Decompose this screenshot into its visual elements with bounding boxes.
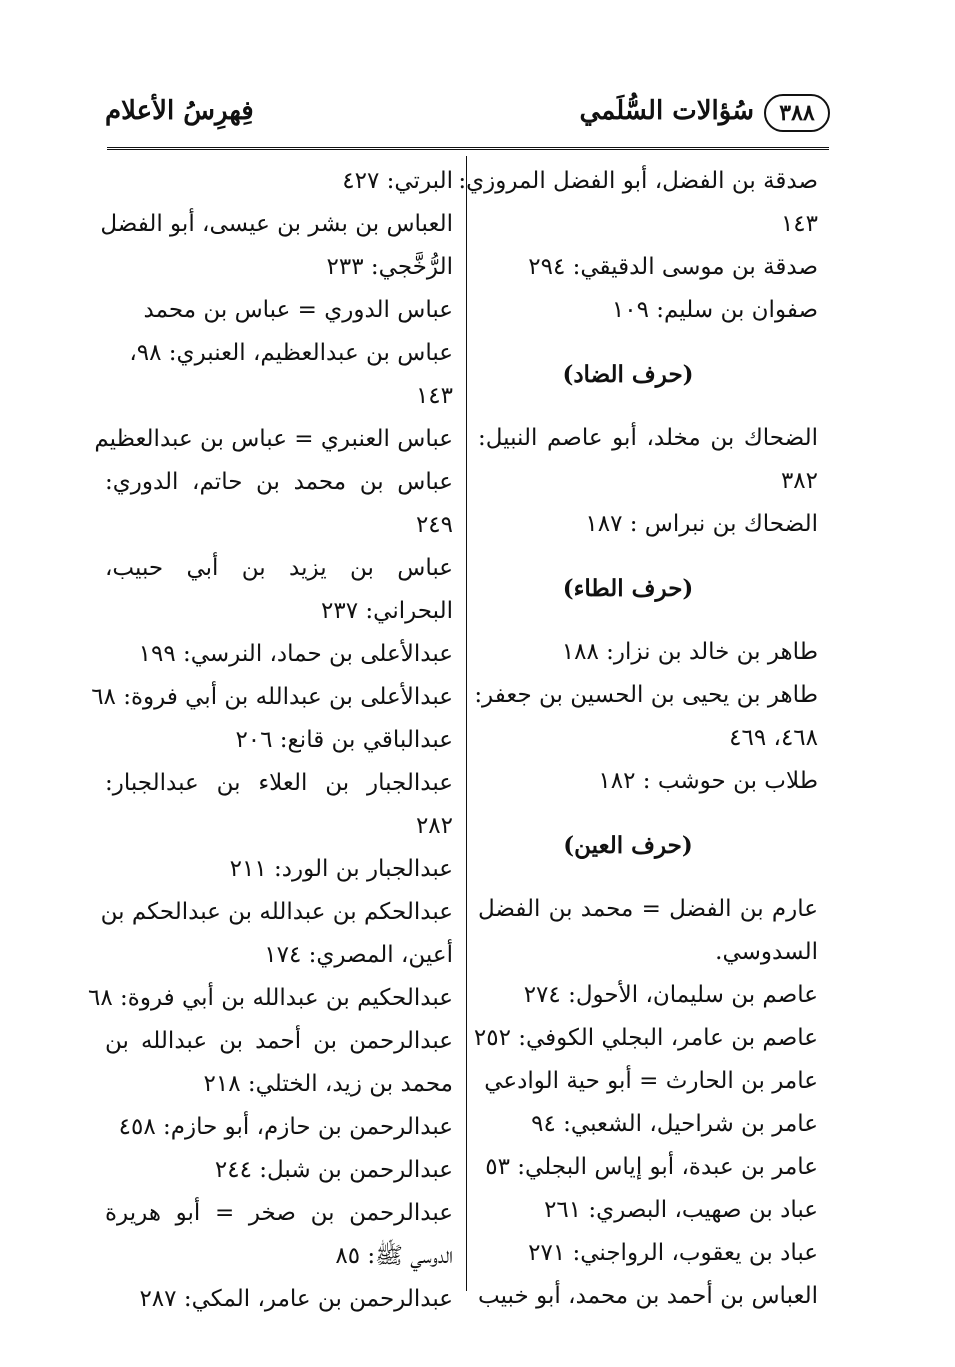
index-entry-line: عامر بن عبدة، أبو إياس البجلي: ٥٣ [485, 1154, 818, 1180]
index-entry-line: أعين، المصري: ١٧٤ [264, 942, 453, 968]
header-rule [107, 147, 829, 150]
index-entry-line: السدوسي. [715, 939, 818, 965]
spacer [478, 396, 818, 417]
column-divider [466, 156, 467, 1291]
index-entry-line: ١٤٣ [415, 383, 453, 409]
index-column-right [458, 160, 818, 1318]
spacer [478, 332, 818, 353]
book-title: سُؤالات السُّلَمي [579, 96, 754, 126]
index-entry-line: عارم بن الفضل = محمد بن الفضل [478, 896, 818, 922]
index-entry-line: عبدالرحمن بن حازم، أبو حازم: ٤٥٨ [118, 1114, 453, 1140]
index-entry-line: الضحاك بن مخلد، أبو عاصم النبيل: [478, 425, 818, 451]
index-entry-line: عباس الدوري = عباس بن محمد [143, 297, 453, 323]
index-entry-line: عبدالرحمن بن أحمد بن عبدالله بن [105, 1028, 453, 1054]
spacer [478, 546, 818, 567]
index-entry-line: عباس العنبري = عباس بن عبدالعظيم [94, 426, 453, 452]
index-entry-line: عبدالجبار بن العلاء بن عبدالجبار: [105, 770, 453, 796]
index-entry-line: عبدالباقي بن قانع: ٢٠٦ [235, 727, 453, 753]
index-entry-line: عبدالرحمن بن شبل: ٢٤٤ [214, 1157, 453, 1183]
index-entry-line: عبدالحكيم بن عبدالله بن أبي فروة: ٦٨ [88, 985, 453, 1011]
index-entry-line: ٣٨٢ [780, 468, 818, 494]
index-entry-line: العباس بن أحمد بن محمد، أبو خبيب [478, 1283, 818, 1309]
index-entry-line: عامر بن الحارث = أبو حية الوادعي [484, 1068, 818, 1094]
index-entry-line: البرتي: ٤٢٧ [342, 168, 453, 194]
index-entry-line: عبدالرحمن بن عامر، المكي: ٢٨٧ [139, 1286, 453, 1312]
index-entry-line: الرُّخَّجي: ٢٣٣ [326, 254, 453, 280]
letter-heading: (حرف الضاد) [562, 361, 694, 388]
index-entry-line: العباس بن بشر بن عيسى، أبو الفضل [100, 211, 453, 237]
index-entry-line: عباد بن صهيب، البصري: ٢٦١ [544, 1197, 818, 1223]
page-number: ٣٨٨ [779, 100, 815, 126]
index-entry-line: الضحاك بن نبراس : ١٨٧ [585, 511, 818, 537]
index-entry-line: طاهر بن خالد بن نزار: ١٨٨ [561, 639, 818, 665]
index-entry-line: عاصم بن سليمان، الأحول: ٢٧٤ [523, 982, 818, 1008]
index-entry-line: عباس بن محمد بن حاتم، الدوري: [105, 469, 453, 495]
index-entry-line: عبدالحكم بن عبدالله بن عبدالحكم بن [100, 899, 453, 925]
index-entry-line: عبدالأعلى بن عبدالله بن أبي فروة: ٦٨ [91, 684, 453, 710]
index-column-left [88, 160, 453, 1321]
index-entry-line: عبدالجبار بن الورد: ٢١١ [229, 856, 453, 882]
spacer [478, 610, 818, 631]
letter-heading: (حرف الطاء) [562, 575, 694, 602]
index-entry-line: صفوان بن سليم: ١٠٩ [611, 297, 818, 323]
index-entry-line: ٢٨٢ [415, 813, 453, 839]
spacer [478, 867, 818, 888]
index-entry-line: ١٤٣ [780, 211, 818, 237]
index-entry-line: البحراني: ٢٣٧ [321, 598, 453, 624]
section-title: فِهرِسُ الأعلام [105, 96, 254, 126]
index-entry-line: الدوسي ﷺ: ٨٥ [335, 1243, 453, 1269]
index-entry-line: عبدالأعلى بن حماد، النرسي: ١٩٩ [138, 641, 453, 667]
index-entry-line: عباس بن عبدالعظيم، العنبري: ٩٨، [129, 340, 453, 366]
index-entry-line: طاهر بن يحيى بن الحسين بن جعفر: [474, 682, 818, 708]
index-entry-line: عامر بن شراحيل، الشعبي: ٩٤ [531, 1111, 818, 1137]
index-entry-line: صدقة بن موسى الدقيقي: ٢٩٤ [528, 254, 818, 280]
index-entry-line: عباد بن يعقوب، الرواجني: ٢٧١ [528, 1240, 818, 1266]
index-entry-line: عبدالرحمن بن صخر = أبو هريرة [105, 1200, 453, 1226]
index-entry-line: ٤٦٨، ٤٦٩ [729, 725, 818, 751]
letter-heading: (حرف العين) [563, 832, 693, 859]
index-entry-line: محمد بن زيد، الختلي: ٢١٨ [203, 1071, 453, 1097]
index-entry-line: عباس بن يزيد بن أبي حبيب، [105, 555, 453, 581]
spacer [478, 803, 818, 824]
index-entry-line: ٢٤٩ [415, 512, 453, 538]
running-header [105, 92, 830, 142]
index-entry-line: طلاب بن حوشب : ١٨٢ [598, 768, 818, 794]
index-entry-line: صدقة بن الفضل، أبو الفضل المروزي: [458, 168, 818, 194]
page-number-badge [764, 94, 830, 132]
index-entry-line: عاصم بن عامر، البجلي الكوفي: ٢٥٢ [473, 1025, 818, 1051]
